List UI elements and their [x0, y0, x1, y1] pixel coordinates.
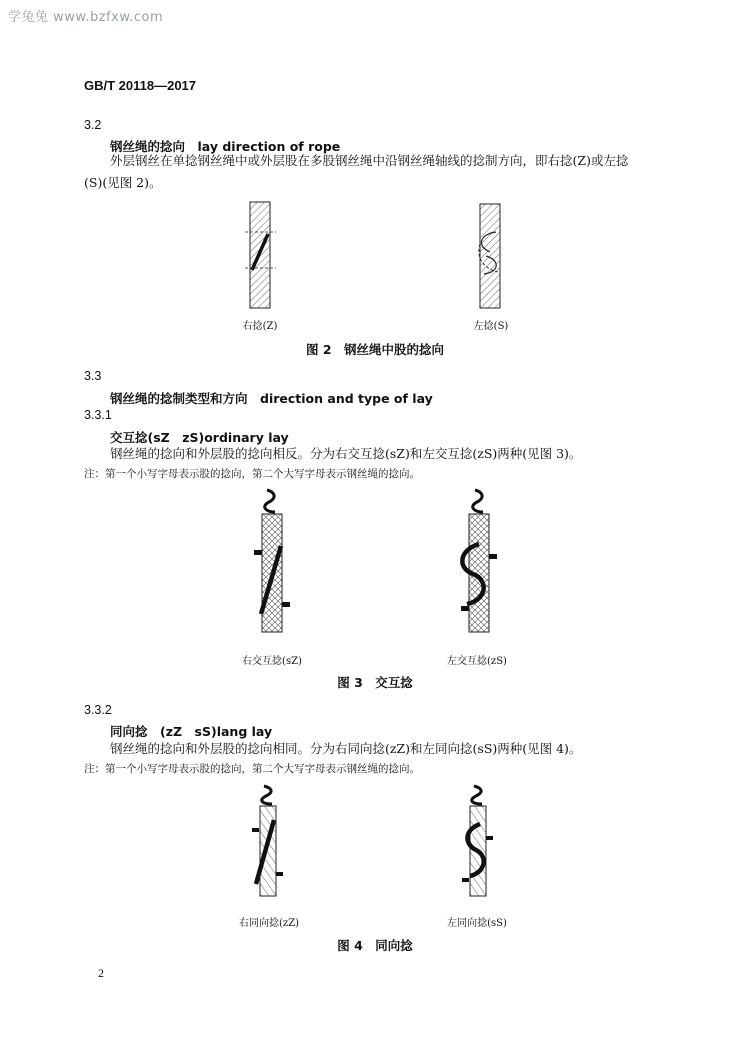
figure-2-right-label: 左捻(S) [473, 321, 509, 332]
figure-3-left-label: 右交互捻(sZ) [242, 656, 302, 667]
note-3-3-1: 注：第一个小写字母表示股的捻向，第二个大写字母表示钢丝绳的捻向。 [84, 468, 420, 480]
figure-2-right-lay-drawing [240, 198, 280, 313]
section-number-3-3-1: 3.3.1 [84, 408, 112, 422]
section-number-3-3: 3.3 [84, 369, 102, 383]
figure-3-right-ordinary-lay-drawing [245, 484, 301, 636]
standard-id: GB/T 20118—2017 [84, 78, 197, 93]
figure-3-left-ordinary-lay-drawing [451, 484, 507, 636]
figure-3-right-label: 左交互捻(zS) [447, 656, 507, 667]
figure-4-right-label: 左同向捻(sS) [447, 918, 507, 929]
figure-4-left-lang-lay-drawing [456, 780, 500, 900]
section-body-3-2-line1: 外层钢丝在单捻钢丝绳中或外层股在多股钢丝绳中沿钢丝绳轴线的捻制方向，即右捻(Z)或左捻 [110, 153, 629, 168]
section-number-3-3-2: 3.3.2 [84, 703, 112, 717]
figure-4-title: 图 4 同向捻 [337, 938, 413, 953]
figure-4-left-label: 右同向捻(zZ) [238, 918, 300, 929]
section-title-3-3-2: 同向捻 (zZ sS)lang lay [110, 724, 273, 739]
watermark: 学兔兔 www.bzfxw.com [8, 10, 164, 25]
section-body-3-2-line2: (S)(见图 2)。 [84, 175, 162, 190]
section-title-3-2: 钢丝绳的捻向 lay direction of rope [110, 139, 341, 154]
page-number: 2 [98, 966, 104, 980]
note-3-3-2: 注：第一个小写字母表示股的捻向，第二个大写字母表示钢丝绳的捻向。 [84, 763, 420, 775]
figure-2-left-label: 右捻(Z) [242, 321, 278, 332]
section-body-3-3-2: 钢丝绳的捻向和外层股的捻向相同。分为右同向捻(zZ)和左同向捻(sS)两种(见图 4)。 [110, 741, 582, 756]
figure-2-left-lay-drawing [470, 198, 510, 313]
figure-3-title: 图 3 交互捻 [337, 675, 413, 690]
figure-2-title: 图 2 钢丝绳中股的捻向 [305, 342, 445, 357]
section-title-3-3: 钢丝绳的捻制类型和方向 direction and type of lay [110, 391, 433, 406]
section-title-3-3-1: 交互捻(sZ zS)ordinary lay [110, 430, 289, 445]
figure-4-right-lang-lay-drawing [246, 780, 290, 900]
section-body-3-3-1: 钢丝绳的捻向和外层股的捻向相反。分为右交互捻(sZ)和左交互捻(zS)两种(见图 3)。 [110, 446, 582, 461]
section-number-3-2: 3.2 [84, 118, 102, 132]
